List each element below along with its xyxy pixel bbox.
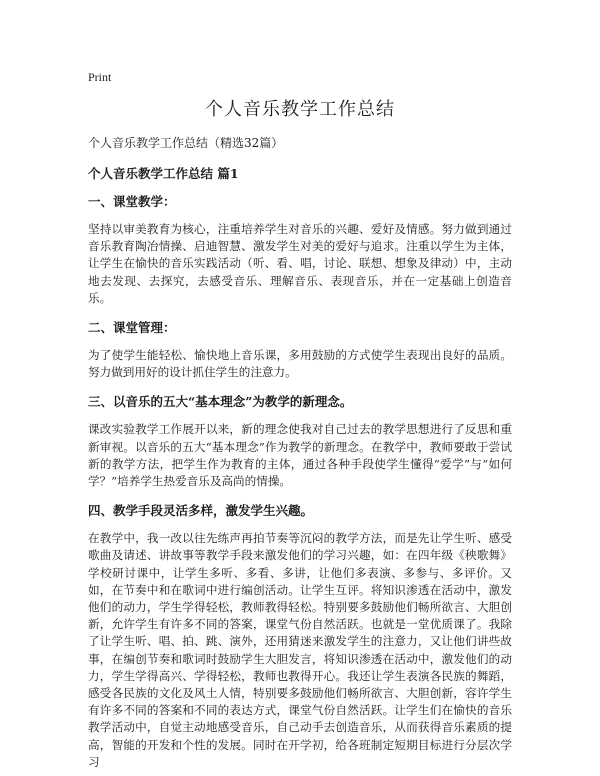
section-classroom-management: [88, 319, 512, 381]
print-label: Print: [88, 70, 112, 84]
chapter-title: 个人音乐教学工作总结 篇1: [88, 166, 239, 181]
section-paragraph: 为了使学生能轻松、愉快地上音乐课，多用鼓励的方式使学生表现出良好的品质。努力做到用好的设计抓住学生的注意力。: [88, 348, 512, 380]
section-paragraph: 坚持以审美教育为核心，注重培养学生对音乐的兴趣、爱好及情感。努力做到通过音乐教育陶冶情操、启迪智慧、激发学生对美的爱好与追求。注重以学生为主体，让学生在愉快的音乐实践活动（听、看、唱，讨论、联想、想象及律动）中，主动地去发现、去探究，去感受音乐、理解音乐、表现音乐，并在一定基础上创造音乐。: [88, 222, 512, 305]
section-heading: 一、课堂教学：: [88, 194, 176, 209]
section-heading: 三、以音乐的五大“基本理念”为教学的新理念。: [88, 394, 353, 410]
section-heading: 四、教学手段灵活多样，激发学生兴趣。: [88, 503, 314, 519]
section-classroom-teaching: [88, 193, 512, 307]
section-five-concepts: [88, 393, 512, 490]
section-paragraph: 课改实验教学工作展开以来，新的理念使我对自己过去的教学思想进行了反思和重新审视。以音乐的五大“基本理念”作为教学的新理念。在教学中，教师要敢于尝试新的教学方法，把学生作为教育的主体，通过各种手段使学生懂得“爱学”与“如何学？”培养学生热爱音乐及高尚的情操。: [88, 422, 512, 489]
section-paragraph: 在教学中，我一改以往先练声再拍节奏等沉闷的教学方法，而是先让学生听、感受歌曲及请述、讲故事等教学手段来激发他们的学习兴趣，如：在四年级《秧歌舞》学校研讨课中，让学生多听、多看、多讲，让他们多表演、多参与、多评价。又如，在节奏中和在歌词中进行编创活动。让学生互评。将知识渗透在活动中，激发他们的动力，学生学得轻松，教师教得轻松。特别要多鼓励他们畅所欲言、大胆创新，允许学生有许多不同的答案，课堂气份自然活跃。也就是一堂优质课了。我除了让学生听、唱、拍、跳、演外，还用猜迷来激发学生的注意力，又让他们讲些故事，在编创节奏和歌词时鼓励学生大胆发言，将知识渗透在活动中，激发他们的动力，学生学得高兴、学得轻松，教师也教得开心。我还让学生表演各民族的舞蹈，感受各民族的文化及风土人情，特别要多鼓励他们畅所欲言、大胆创新，容许学生有许多不同的答案和不同的表达方式，课堂气份自然活跃。让学生们在愉快的音乐教学活动中，自觉主动地感受音乐，自己动手去创造音乐，从而获得音乐素质的提高，智能的开发和个性的发展。同时在开学初，给各班制定短期目标进行分层次学习: [88, 531, 512, 769]
document-title: 个人音乐教学工作总结: [205, 99, 395, 120]
section-teaching-methods: [88, 502, 512, 771]
section-heading: 二、课堂管理：: [88, 320, 176, 336]
document-subtitle: 个人音乐教学工作总结（精选32篇）: [88, 136, 284, 150]
